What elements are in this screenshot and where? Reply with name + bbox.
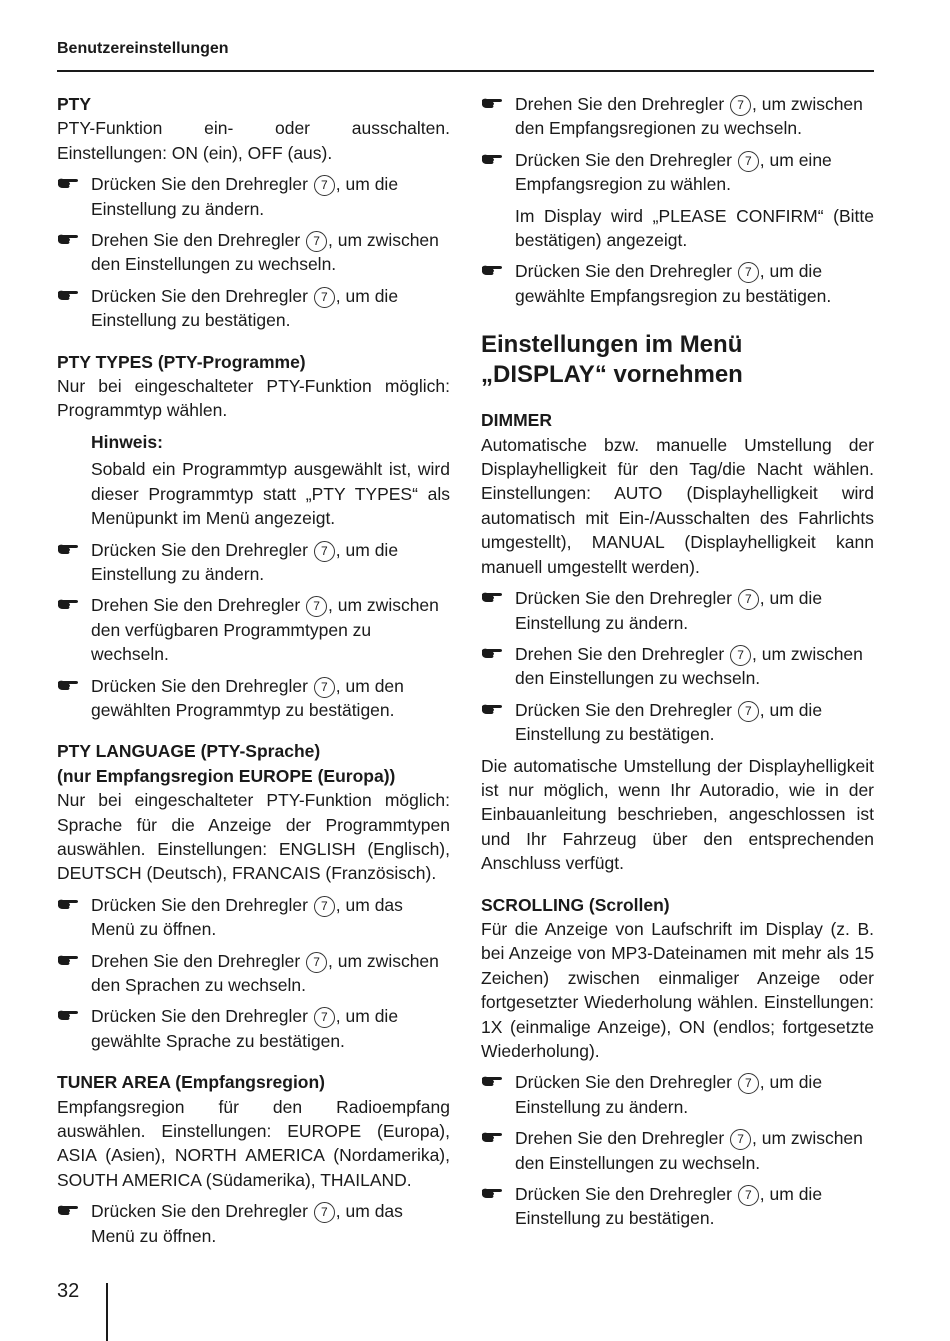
step-text-after: , um die Einstellung zu bestätigen.	[91, 285, 399, 331]
note-heading: Hinweis:	[91, 431, 163, 452]
knob-number-7-icon: 7	[730, 95, 751, 116]
pty-heading: PTY	[57, 94, 92, 114]
dimmer-heading: DIMMER	[481, 410, 552, 431]
pointing-hand-icon	[481, 1130, 503, 1144]
pointing-hand-icon	[57, 1203, 79, 1217]
pointing-hand-icon	[481, 590, 503, 604]
step-text-before: Drehen Sie den Drehregler	[515, 643, 725, 664]
step-text-before: Drücken Sie den Drehregler	[515, 149, 732, 170]
step-text-before: Drücken Sie den Drehregler	[91, 174, 308, 195]
instruction-step	[481, 1182, 874, 1231]
pty-language-heading: PTY LANGUAGE (PTY-Sprache)	[57, 741, 321, 762]
step-text-before: Drehen Sie den Drehregler	[515, 94, 725, 114]
pointing-hand-icon	[481, 646, 503, 660]
knob-number-7-icon: 7	[306, 952, 327, 973]
tuner-area-heading: TUNER AREA (Empfangsregion)	[57, 1072, 326, 1093]
knob-number-7-icon: 7	[314, 175, 335, 196]
step-text-before: Drücken Sie den Drehregler	[91, 1006, 308, 1027]
knob-number-7-icon: 7	[314, 1202, 335, 1223]
step-text-after: , um zwischen den Einstellungen zu wechseln.	[91, 230, 439, 275]
instruction-step	[57, 228, 450, 277]
pty-steps	[57, 172, 450, 332]
step-text-after: , um eine Empfangsregion zu wählen.	[515, 149, 832, 195]
instruction-step	[57, 949, 450, 998]
step-text-after: , um das Menü zu öffnen.	[91, 894, 403, 940]
knob-number-7-icon: 7	[314, 287, 335, 308]
pty-language-steps	[57, 893, 450, 1053]
confirm-note-text: Im Display wird „PLEASE CONFIRM“ (Bitte bestätigen) angezeigt.	[515, 205, 874, 251]
page-header-title: Benutzereinstellungen	[57, 40, 229, 57]
pointing-hand-icon	[481, 263, 503, 277]
dimmer-steps	[481, 586, 874, 746]
knob-number-7-icon: 7	[314, 541, 335, 562]
instruction-step	[57, 893, 450, 942]
pointing-hand-icon	[57, 232, 79, 246]
pointing-hand-icon	[57, 597, 79, 611]
instruction-step	[481, 92, 874, 141]
step-text-before: Drücken Sie den Drehregler	[91, 539, 308, 560]
instruction-step	[57, 593, 450, 666]
step-text-after: , um die Einstellung zu bestätigen.	[515, 1184, 823, 1229]
step-text-before: Drücken Sie den Drehregler	[515, 261, 732, 282]
pointing-hand-icon	[57, 1008, 79, 1022]
instruction-step	[57, 1004, 450, 1053]
knob-number-7-icon: 7	[730, 1129, 751, 1150]
instruction-step	[57, 674, 450, 723]
step-text-before: Drehen Sie den Drehregler	[91, 595, 301, 616]
step-text-after: , um die gewählte Sprache zu bestätigen.	[91, 1006, 399, 1051]
step-text-before: Drücken Sie den Drehregler	[515, 699, 732, 720]
knob-number-7-icon: 7	[314, 1007, 335, 1028]
knob-number-7-icon: 7	[306, 596, 327, 617]
step-text-after: , um die Einstellung zu bestätigen.	[515, 699, 823, 745]
instruction-step	[481, 1126, 874, 1175]
instruction-step	[481, 259, 874, 308]
step-text-after: , um zwischen den verfügbaren Programmtypen zu wechseln.	[91, 595, 439, 665]
step-text-before: Drücken Sie den Drehregler	[91, 894, 308, 915]
step-text-after: , um zwischen den Sprachen zu wechseln.	[91, 950, 439, 995]
step-text-before: Drehen Sie den Drehregler	[515, 1128, 725, 1149]
step-text-before: Drücken Sie den Drehregler	[515, 1184, 732, 1205]
pointing-hand-icon	[481, 96, 503, 110]
step-text-before: Drücken Sie den Drehregler	[515, 1072, 732, 1093]
instruction-step	[57, 1199, 450, 1248]
dimmer-after-text: Die automatische Umstellung der Displayhelligkeit ist nur möglich, wenn Ihr Autoradio, wie in der Einbauanleitung beschrieben, angeschlossen ist und Ihr Fahrzeug über den entsprechenden Anschluss verfügt.	[481, 755, 874, 874]
instruction-step	[57, 284, 450, 333]
header-rule	[57, 70, 874, 72]
step-text-before: Drücken Sie den Drehregler	[515, 588, 732, 609]
step-text-after: , um zwischen den Einstellungen zu wechseln.	[515, 643, 863, 689]
step-text-after: , um die Einstellung zu ändern.	[91, 539, 399, 584]
pointing-hand-icon	[481, 1074, 503, 1088]
tuner-final-step	[481, 259, 874, 308]
step-text-after: , um die Einstellung zu ändern.	[91, 174, 399, 219]
instruction-step	[481, 642, 874, 691]
tuner-continued-steps	[481, 92, 874, 197]
step-text-after: , um den gewählten Programmtyp zu bestätigen.	[91, 675, 404, 720]
pty-types-steps	[57, 538, 450, 723]
pointing-hand-icon	[481, 702, 503, 716]
step-text-after: , um die Einstellung zu ändern.	[515, 1072, 823, 1117]
page-number-divider	[106, 1283, 108, 1341]
knob-number-7-icon: 7	[738, 262, 759, 283]
knob-number-7-icon: 7	[738, 1073, 759, 1094]
scrolling-steps	[481, 1070, 874, 1230]
knob-number-7-icon: 7	[738, 589, 759, 610]
tuner-area-text: Empfangsregion für den Radioempfang auswählen. Einstellungen: EUROPE (Europa), ASIA (Asien), NORTH AMERICA (Nordamerika), SOUTH AMERICA (Südamerika), THAILAND.	[57, 1096, 450, 1190]
step-text-after: , um zwischen den Einstellungen zu wechseln.	[515, 1128, 863, 1173]
pointing-hand-icon	[57, 897, 79, 911]
instruction-step	[481, 1070, 874, 1119]
instruction-step	[57, 172, 450, 221]
pointing-hand-icon	[57, 288, 79, 302]
step-text-before: Drücken Sie den Drehregler	[91, 1201, 308, 1222]
step-text-before: Drücken Sie den Drehregler	[91, 675, 308, 696]
knob-number-7-icon: 7	[306, 231, 327, 252]
page-number: 32	[57, 1280, 80, 1302]
pointing-hand-icon	[57, 176, 79, 190]
pty-language-text: Nur bei eingeschalteter PTY-Funktion möglich: Sprache für die Anzeige der Programmtypen auswählen. Einstellungen: ENGLISH (Englisch), DEUTSCH (Deutsch), FRANCAIS (Französisch).	[57, 790, 450, 884]
step-text-before: Drehen Sie den Drehregler	[91, 950, 301, 971]
pointing-hand-icon	[57, 542, 79, 556]
step-text-before: Drehen Sie den Drehregler	[91, 230, 301, 251]
dimmer-text: Automatische bzw. manuelle Umstellung der Displayhelligkeit für den Tag/die Nacht wählen. Einstellungen: AUTO (Displayhelligkeit wird automatisch mit Ein-/Ausschalten des Fahrlichts umgestellt), MANUAL (Displayhelligkeit kann manuell umgestellt werden).	[481, 434, 874, 577]
confirm-note	[481, 204, 874, 253]
left-column	[57, 92, 450, 1248]
pointing-hand-icon	[57, 678, 79, 692]
pointing-hand-icon	[57, 953, 79, 967]
pointing-hand-icon	[481, 152, 503, 166]
knob-number-7-icon: 7	[738, 701, 759, 722]
step-text-after: , um zwischen den Empfangsregionen zu wechseln.	[515, 94, 863, 139]
step-text-after: , um die Einstellung zu ändern.	[515, 588, 823, 633]
scrolling-heading: SCROLLING (Scrollen)	[481, 894, 670, 915]
tuner-area-steps	[57, 1199, 450, 1248]
step-text-before: Drücken Sie den Drehregler	[91, 285, 308, 306]
pty-types-heading: PTY TYPES (PTY-Programme)	[57, 351, 306, 372]
pointing-hand-icon	[481, 1186, 503, 1200]
knob-number-7-icon: 7	[314, 677, 335, 698]
note-box	[57, 430, 450, 531]
right-column	[481, 92, 874, 1231]
instruction-step	[481, 148, 874, 197]
instruction-step	[481, 586, 874, 635]
knob-number-7-icon: 7	[738, 151, 759, 172]
knob-number-7-icon: 7	[730, 645, 751, 666]
note-text: Sobald ein Programmtyp ausgewählt ist, wird dieser Programmtyp statt „PTY TYPES“ als Menüpunkt im Menü angezeigt.	[91, 459, 450, 529]
step-text-after: , um die gewählte Empfangsregion zu bestätigen.	[515, 261, 832, 306]
instruction-step	[57, 538, 450, 587]
knob-number-7-icon: 7	[314, 896, 335, 917]
pty-language-subheading: (nur Empfangsregion EUROPE (Europa))	[57, 765, 396, 786]
instruction-step	[481, 698, 874, 747]
pty-types-text: Nur bei eingeschalteter PTY-Funktion möglich: Programmtyp wählen.	[57, 376, 450, 421]
step-text-after: , um das Menü zu öffnen.	[91, 1201, 403, 1246]
pty-text: PTY-Funktion ein- oder ausschalten. Einstellungen: ON (ein), OFF (aus).	[57, 118, 450, 163]
scrolling-text: Für die Anzeige von Laufschrift im Display (z. B. bei Anzeige von MP3-Dateinamen mit mehr als 15 Zeichen) zwischen einmaliger Anzeige oder fortgesetzter Wiederholung wählen. Einstellungen: 1X (einmalige Anzeige), ON (endlos; fortgesetzte Wiederholung).	[481, 918, 874, 1061]
knob-number-7-icon: 7	[738, 1185, 759, 1206]
display-section-title: Einstellungen im Menü „DISPLAY“ vornehmen	[481, 331, 743, 389]
